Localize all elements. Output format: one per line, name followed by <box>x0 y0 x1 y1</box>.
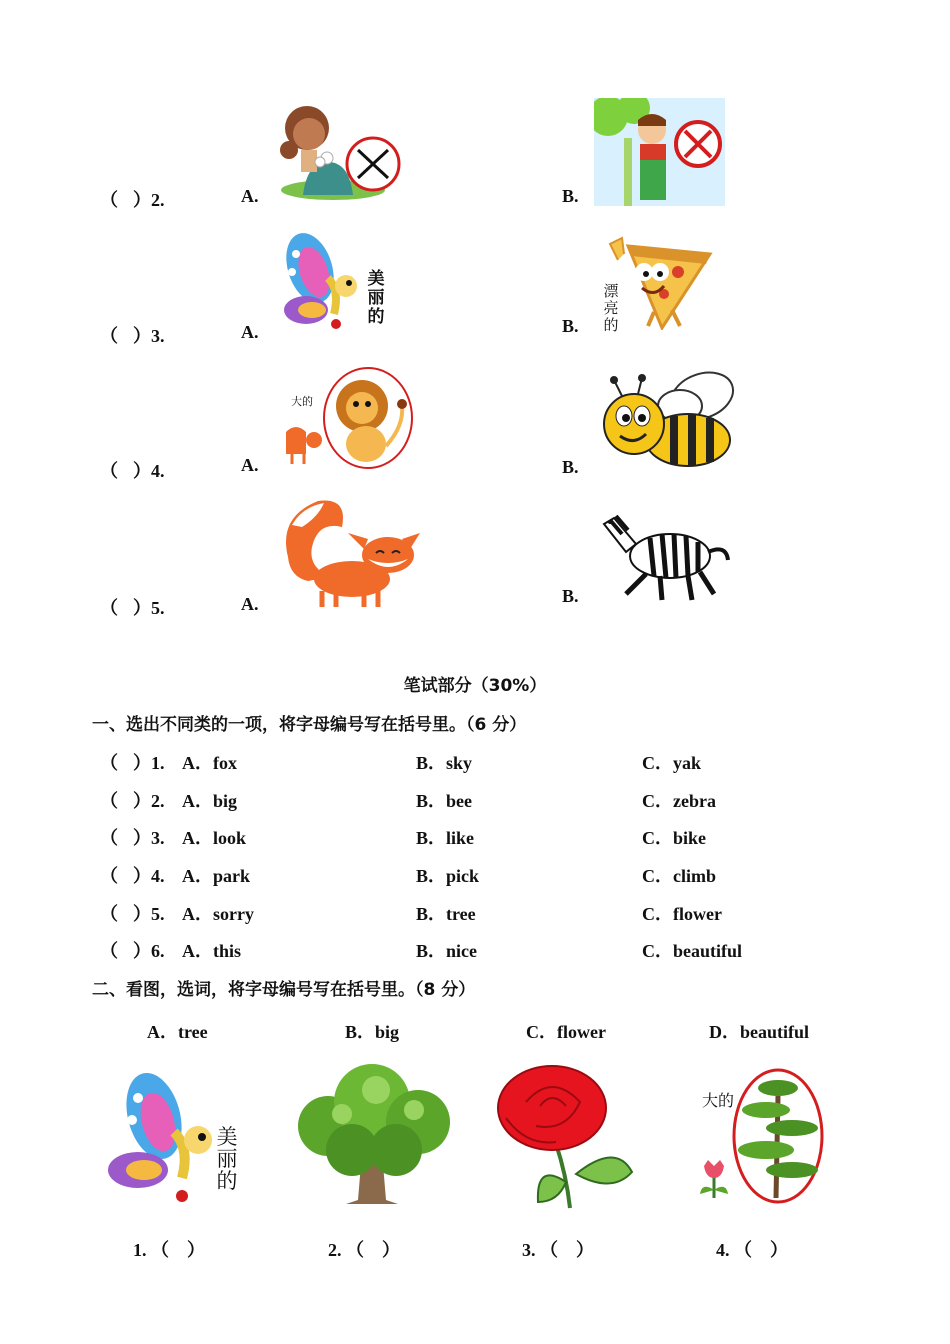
word-option-c: C．flower <box>526 1022 606 1042</box>
answer-blank-5[interactable]: ）5. <box>133 598 165 618</box>
caption-char: 的 <box>603 316 619 334</box>
option-b: B．like <box>416 828 475 848</box>
boy-climbing-tree-no-image <box>594 98 725 206</box>
answer-blank[interactable]: ）4. <box>133 866 165 886</box>
option-a-label: A. <box>241 455 259 475</box>
answer-blank-3[interactable]: ）3. <box>133 326 165 346</box>
word-option-b: B．big <box>345 1022 400 1042</box>
section2-heading: 二、看图，选词，将字母编号写在括号里。（8 分） <box>92 980 476 1000</box>
option-b-label: B. <box>562 457 579 477</box>
paren-open: （ <box>100 866 118 886</box>
big-tree-small-flower-image <box>696 1066 832 1206</box>
question-row <box>0 749 950 779</box>
caption-char: 漂 <box>603 282 619 300</box>
answer-blank[interactable]: ）3. <box>133 828 165 848</box>
rose-flower-image <box>496 1062 636 1210</box>
option-b: B．sky <box>416 753 473 773</box>
section1-heading: 一、选出不同类的一项，将字母编号写在括号里。（6 分） <box>92 715 527 735</box>
option-b: B．nice <box>416 941 477 961</box>
answer-blank-pic-4[interactable]: 4. （ ） <box>716 1240 788 1260</box>
option-c: C．beautiful <box>642 941 743 961</box>
paren-open: （ <box>100 828 118 848</box>
option-a-label: A. <box>241 322 259 342</box>
answer-blank-4[interactable]: ）4. <box>133 461 165 481</box>
paren-open: （ <box>100 598 118 618</box>
fox-and-lion-big-image <box>276 366 416 472</box>
option-c: C．yak <box>642 753 702 773</box>
option-a-label: A. <box>241 186 259 206</box>
option-a: A．fox <box>182 753 237 773</box>
big-caption: 大的 <box>291 395 313 408</box>
paren-open: （ <box>100 753 118 773</box>
option-b-label: B. <box>562 586 579 606</box>
answer-blank[interactable]: ）6. <box>133 941 165 961</box>
caption-char: 亮 <box>603 299 619 317</box>
word-option-a: A．tree <box>147 1022 208 1042</box>
tree-image <box>292 1062 454 1207</box>
answer-blank[interactable]: ）5. <box>133 904 165 924</box>
paren-open: （ <box>100 904 118 924</box>
paren-open: （ <box>100 941 118 961</box>
caption-char: 美 <box>216 1125 238 1149</box>
butterfly-beautiful-image <box>102 1068 222 1208</box>
option-b: B．bee <box>416 791 472 811</box>
caption-char: 的 <box>216 1169 238 1193</box>
option-c: C．climb <box>642 866 716 886</box>
paren-open: （ <box>100 461 118 481</box>
girl-smelling-flower-no-image <box>273 100 403 202</box>
paren-open: （ <box>100 326 118 346</box>
caption-char: 丽 <box>216 1147 238 1171</box>
zebra-image <box>596 504 734 604</box>
answer-blank-pic-1[interactable]: 1. （ ） <box>133 1240 205 1260</box>
answer-blank-pic-3[interactable]: 3. （ ） <box>522 1240 594 1260</box>
answer-blank[interactable]: ）2. <box>133 791 165 811</box>
answer-blank-2[interactable]: ）2. <box>133 190 165 210</box>
option-b: B．pick <box>416 866 480 886</box>
option-c: C．bike <box>642 828 707 848</box>
option-a: A．sorry <box>182 904 254 924</box>
written-part-title: 笔试部分（30%） <box>403 676 547 696</box>
option-b: B．tree <box>416 904 476 924</box>
big-caption: 大的 <box>702 1091 735 1110</box>
word-option-d: D．beautiful <box>709 1022 810 1042</box>
question-row <box>0 937 950 967</box>
caption-char: 美 <box>367 269 385 289</box>
caption-char: 的 <box>367 307 385 327</box>
option-a: A．big <box>182 791 238 811</box>
answer-blank[interactable]: ）1. <box>133 753 165 773</box>
option-c: C．zebra <box>642 791 716 811</box>
option-a: A．this <box>182 941 242 961</box>
option-c: C．flower <box>642 904 722 924</box>
paren-open: （ <box>100 791 118 811</box>
fox-image <box>278 497 422 609</box>
option-a: A．look <box>182 828 247 848</box>
question-row <box>0 787 950 817</box>
question-row <box>0 900 950 930</box>
paren-open: （ <box>100 190 118 210</box>
option-a: A．park <box>182 866 251 886</box>
caption-char: 丽 <box>367 288 385 308</box>
question-row <box>0 862 950 892</box>
option-b-label: B. <box>562 186 579 206</box>
question-row <box>0 824 950 854</box>
option-a-label: A. <box>241 594 259 614</box>
bee-image <box>600 366 742 470</box>
option-b-label: B. <box>562 316 579 336</box>
answer-blank-pic-2[interactable]: 2. （ ） <box>328 1240 400 1260</box>
